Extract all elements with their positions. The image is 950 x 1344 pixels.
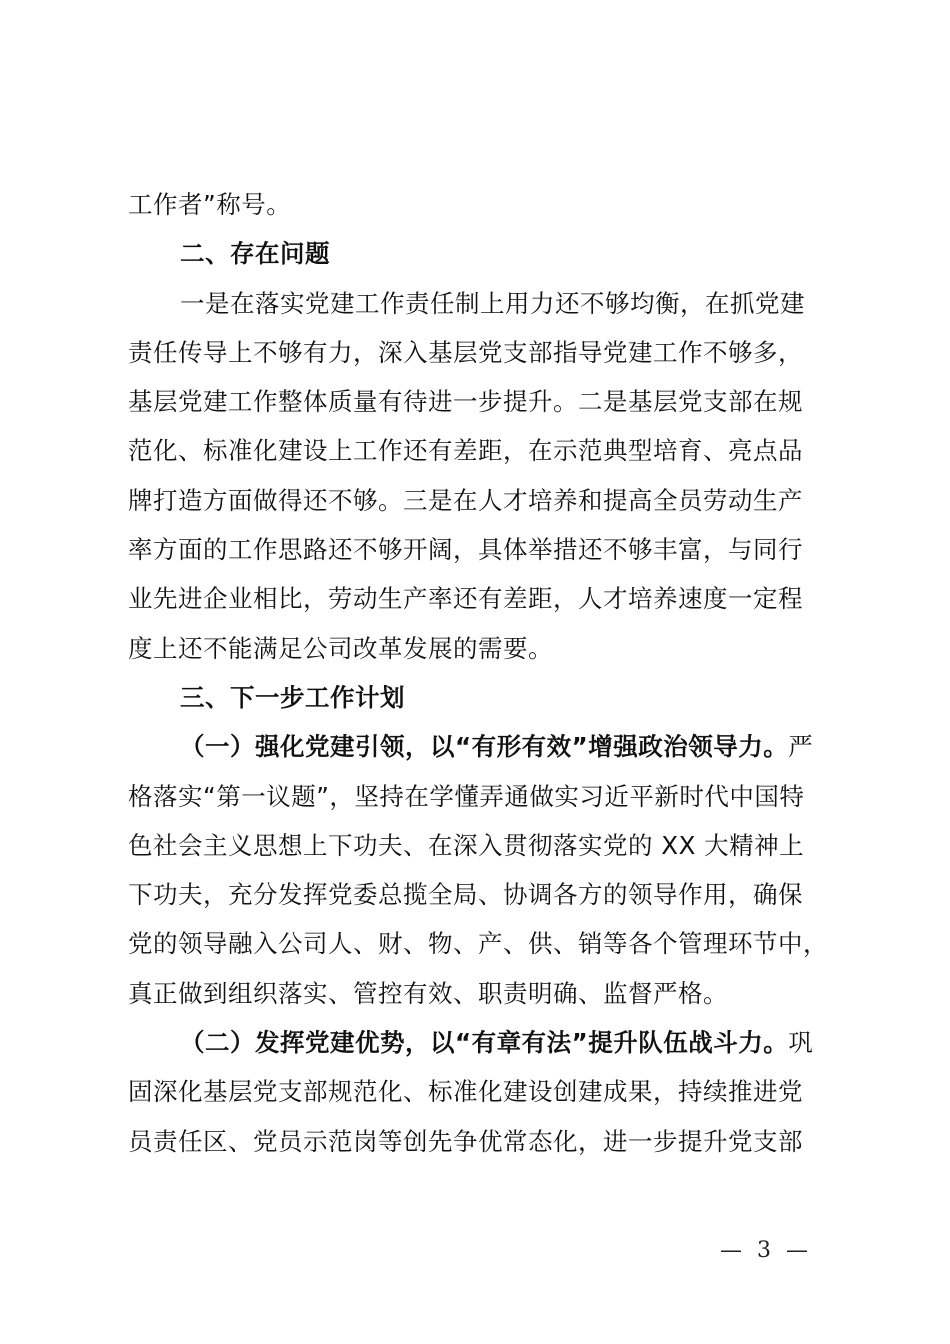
body-line: 范化、标准化建设上工作还有差距，在示范典型培育、亮点品 [128, 436, 803, 466]
body-line: 下功夫，充分发挥党委总揽全局、协调各方的领导作用，确保 [128, 880, 803, 910]
body-line: 色社会主义思想上下功夫、在深入贯彻落实党的 XX 大精神上 [128, 830, 805, 860]
item-two-start: 巩 [788, 1028, 814, 1058]
section-heading-problems: 二、存在问题 [180, 239, 330, 269]
section-heading-next-steps: 三、下一步工作计划 [180, 682, 405, 712]
body-line: 党的领导融入公司人、财、物、产、供、销等各个管理环节中， [128, 929, 828, 959]
body-line: 牌打造方面做得还不够。三是在人才培养和提高全员劳动生产 [128, 485, 803, 515]
item-two-first-line [128, 1018, 828, 1067]
body-line: 基层党建工作整体质量有待进一步提升。二是基层党支部在规 [128, 387, 803, 417]
body-line: 真正做到组织落实、管控有效、职责明确、监督严格。 [128, 978, 728, 1008]
body-line: 一是在落实党建工作责任制上用力还不够均衡，在抓党建 [180, 288, 805, 318]
body-line: 员责任区、党员示范岗等创先争优常态化，进一步提升党支部 [128, 1126, 803, 1156]
page-number: — 3 — [720, 1238, 812, 1263]
body-line: 格落实“第一议题”，坚持在学懂弄通做实习近平新时代中国特 [128, 781, 805, 811]
body-line: 业先进企业相比，劳动生产率还有差距，人才培养速度一定程 [128, 584, 803, 614]
item-one-first-line [128, 722, 828, 771]
item-one-heading: （一）强化党建引领，以“有形有效”增强政治领导力。 [180, 732, 789, 762]
body-line: 工作者”称号。 [128, 190, 292, 219]
item-two-heading: （二）发挥党建优势，以“有章有法”提升队伍战斗力。 [180, 1028, 789, 1058]
body-line: 率方面的工作思路还不够开阔，具体举措还不够丰富，与同行 [128, 535, 803, 565]
document-body [128, 180, 828, 1166]
body-line: 度上还不能满足公司改革发展的需要。 [128, 633, 553, 663]
body-line: 固深化基层党支部规范化、标准化建设创建成果，持续推进党 [128, 1077, 803, 1107]
item-one-start: 严 [788, 732, 814, 762]
body-line: 责任传导上不够有力，深入基层党支部指导党建工作不够多， [128, 337, 803, 367]
